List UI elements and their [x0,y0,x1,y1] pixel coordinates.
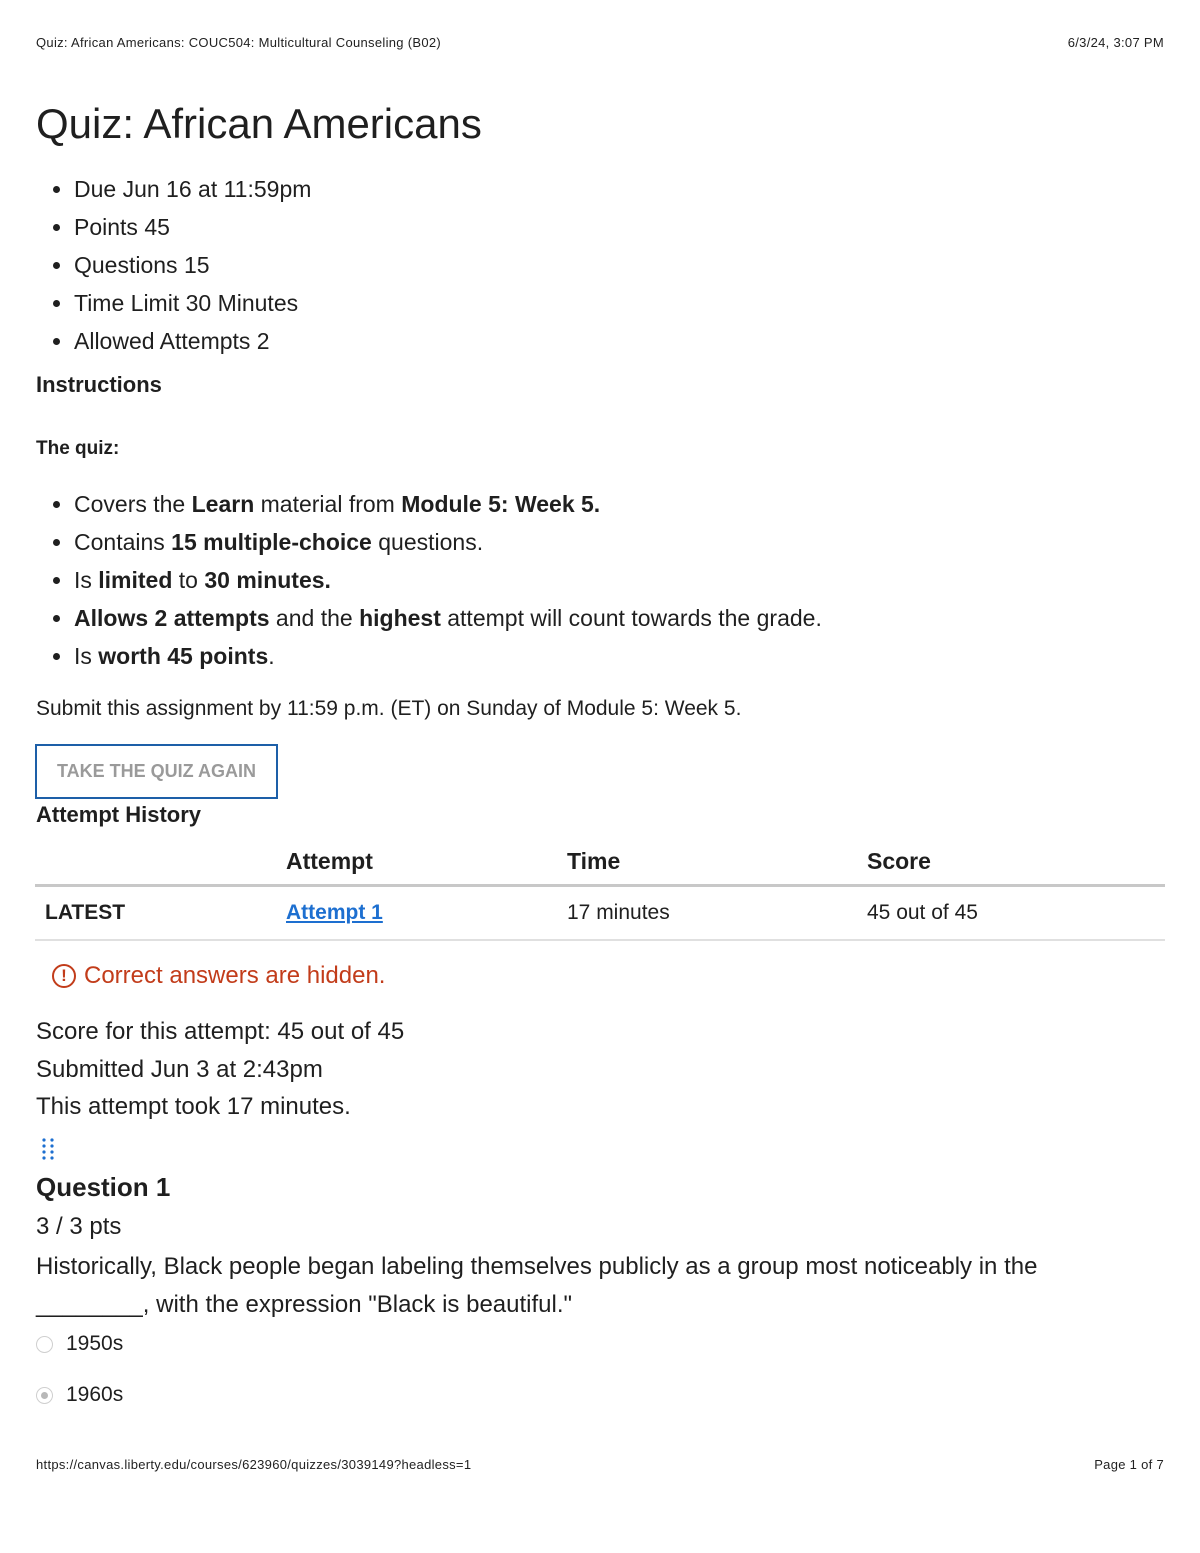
radio-unselected-icon[interactable] [36,1336,53,1353]
quiz-details-list [36,170,311,360]
detail-due: • Due Jun 16 at 11:59pm [74,170,311,208]
table-header-row [35,838,1165,886]
column-header-score: Score [867,838,1165,886]
column-header-time: Time [567,838,867,886]
radio-selected-icon[interactable] [36,1387,53,1404]
print-footer-page: Page 1 of 7 [1094,1457,1164,1472]
page-title: Quiz: African Americans [36,100,482,147]
detail-allowed-attempts: • Allowed Attempts 2 [74,322,311,360]
answer-option-label: 1950s [66,1332,124,1355]
table-row [35,886,1165,941]
warning-icon: ! [52,964,76,988]
instruction-item: • Covers the Learn material from Module 5: Week 5. [74,485,822,523]
attempt-1-link[interactable]: Attempt 1 [286,901,383,924]
instruction-item: • Is worth 45 points. [74,637,822,675]
score-cell: 45 out of 45 [867,886,1165,941]
print-footer-url: https://canvas.liberty.edu/courses/623960/quizzes/3039149?headless=1 [36,1457,472,1472]
detail-time-limit: • Time Limit 30 Minutes [74,284,311,322]
attempt-score: Score for this attempt: 45 out of 45 [36,1018,405,1045]
instruction-item: • Is limited to 30 minutes. [74,561,822,599]
detail-questions: • Questions 15 [74,246,311,284]
attempt-duration: This attempt took 17 minutes. [36,1093,351,1120]
question-title: Question 1 [36,1172,171,1202]
latest-tag: LATEST [35,886,286,941]
answer-option-selected[interactable] [36,1383,123,1407]
column-header-tag [35,838,286,886]
question-points: 3 / 3 pts [36,1213,122,1240]
print-header-title: Quiz: African Americans: COUC504: Multicultural Counseling (B02) [36,35,442,50]
attempt-submitted: Submitted Jun 3 at 2:43pm [36,1056,323,1083]
attempt-cell [286,886,567,941]
answers-hidden-notice [52,962,385,990]
drag-handle-icon[interactable] [40,1137,56,1163]
column-header-attempt: Attempt [286,838,567,886]
submission-deadline-note: Submit this assignment by 11:59 p.m. (ET) on Sunday of Module 5: Week 5. [36,697,742,720]
answer-option-label: 1960s [66,1383,124,1406]
instructions-intro: The quiz: [36,438,120,459]
answers-hidden-text: Correct answers are hidden. [84,962,386,989]
detail-points: • Points 45 [74,208,311,246]
instruction-item: • Allows 2 attempts and the highest attempt will count towards the grade. [74,599,822,637]
instructions-list [36,485,822,675]
instructions-heading: Instructions [36,372,162,397]
time-cell: 17 minutes [567,886,867,941]
attempt-history-heading: Attempt History [36,802,202,827]
answer-option[interactable] [36,1332,123,1356]
instruction-item: • Contains 15 multiple-choice questions. [74,523,822,561]
print-header-date: 6/3/24, 3:07 PM [1067,35,1164,50]
question-text: Historically, Black people began labeling themselves publicly as a group most noticeably in the ________, with the expression "Black is beautiful." [36,1253,1038,1318]
take-quiz-again-button[interactable]: TAKE THE QUIZ AGAIN [35,744,278,799]
attempt-history-table [35,838,1165,941]
